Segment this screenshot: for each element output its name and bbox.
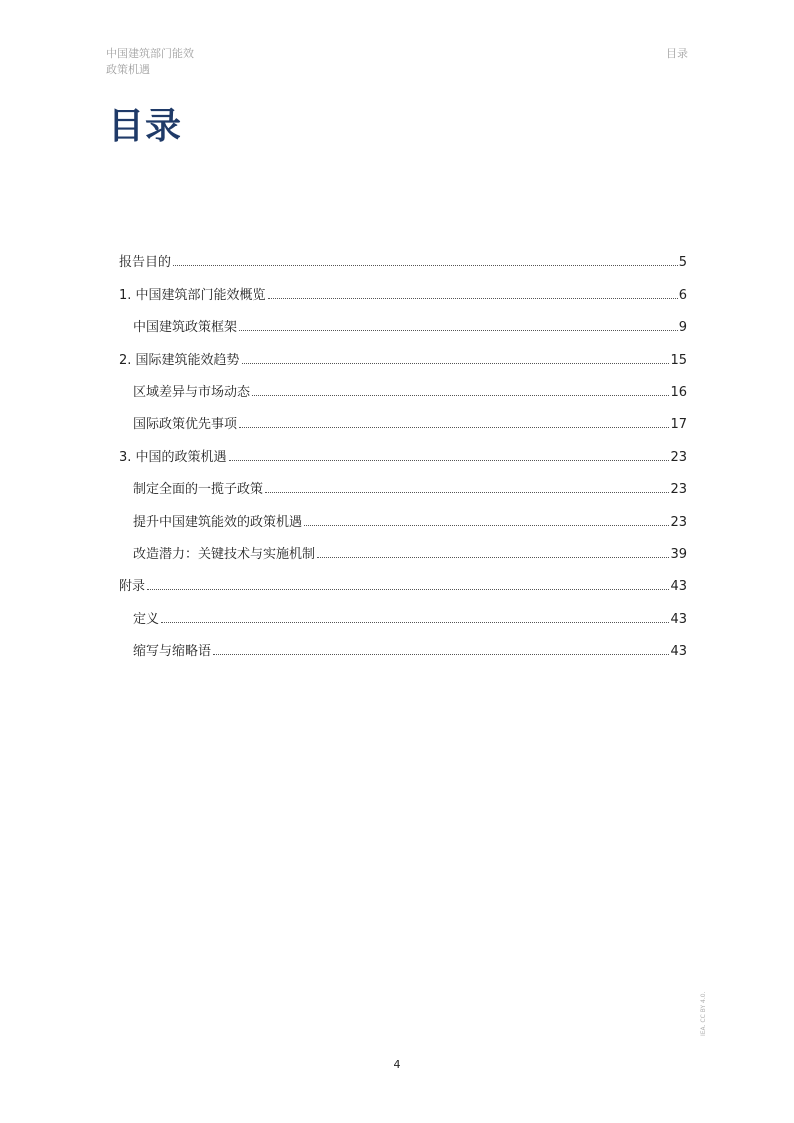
toc-leader-dots	[317, 557, 669, 558]
toc-entry[interactable]	[119, 530, 687, 562]
toc-entry-page[interactable]: 17	[670, 417, 687, 433]
toc-leader-dots	[268, 298, 678, 299]
toc-entry-page[interactable]: 6	[678, 287, 687, 303]
header-title-line2: 政策机遇	[106, 63, 150, 76]
toc-leader-dots	[242, 363, 670, 364]
toc-entry-page[interactable]: 23	[670, 449, 687, 465]
toc-entry-label[interactable]: 2. 国际建筑能效趋势	[119, 352, 240, 368]
toc-entry-page[interactable]: 43	[670, 644, 687, 660]
toc-entry[interactable]	[119, 303, 687, 335]
page-title: 目录	[108, 106, 183, 147]
toc-entry-page[interactable]: 9	[678, 320, 687, 336]
toc-entry[interactable]	[119, 335, 687, 367]
toc-leader-dots	[213, 654, 669, 655]
toc-entry-label[interactable]: 定义	[133, 611, 160, 627]
toc-entry-label[interactable]: 3. 中国的政策机遇	[119, 449, 227, 465]
toc-entry-label[interactable]: 缩写与缩略语	[133, 644, 212, 660]
toc-leader-dots	[173, 265, 678, 266]
toc-entry-label[interactable]: 报告目的	[119, 255, 172, 271]
toc-entry-label[interactable]: 国际政策优先事项	[133, 417, 238, 433]
toc-entry-label[interactable]: 改造潜力：关键技术与实施机制	[133, 546, 316, 562]
toc-entry-label[interactable]: 区域差异与市场动态	[133, 384, 251, 400]
toc-entry[interactable]	[119, 238, 687, 270]
table-of-contents	[119, 238, 687, 659]
toc-entry[interactable]	[119, 400, 687, 432]
toc-entry[interactable]	[119, 627, 687, 659]
toc-entry-label[interactable]: 1. 中国建筑部门能效概览	[119, 287, 266, 303]
toc-entry-label[interactable]: 提升中国建筑能效的政策机遇	[133, 514, 303, 530]
toc-entry-label[interactable]: 制定全面的一揽子政策	[133, 482, 264, 498]
toc-entry-label[interactable]: 附录	[119, 579, 146, 595]
toc-entry-page[interactable]: 5	[678, 255, 687, 271]
toc-leader-dots	[304, 525, 669, 526]
page-number: 4	[393, 1058, 401, 1071]
toc-entry-page[interactable]: 23	[670, 514, 687, 530]
toc-entry-page[interactable]: 16	[670, 384, 687, 400]
toc-leader-dots	[147, 589, 669, 590]
toc-entry-page[interactable]: 39	[670, 546, 687, 562]
toc-leader-dots	[265, 492, 669, 493]
toc-entry[interactable]	[119, 465, 687, 497]
toc-entry[interactable]	[119, 594, 687, 626]
toc-leader-dots	[239, 427, 669, 428]
toc-entry[interactable]	[119, 432, 687, 464]
toc-entry-page[interactable]: 43	[670, 611, 687, 627]
toc-leader-dots	[161, 622, 669, 623]
license-note: IEA. CC BY 4.0.	[700, 991, 707, 1036]
toc-entry[interactable]	[119, 562, 687, 594]
toc-leader-dots	[239, 330, 678, 331]
toc-leader-dots	[229, 460, 670, 461]
running-header-section: 目录	[666, 47, 688, 60]
toc-leader-dots	[252, 395, 669, 396]
toc-entry-page[interactable]: 23	[670, 482, 687, 498]
toc-entry[interactable]	[119, 368, 687, 400]
toc-entry[interactable]	[119, 497, 687, 529]
toc-entry-label[interactable]: 中国建筑政策框架	[133, 320, 238, 336]
toc-entry-page[interactable]: 43	[670, 579, 687, 595]
header-title-line1: 中国建筑部门能效	[106, 47, 194, 60]
toc-entry-page[interactable]: 15	[670, 352, 687, 368]
toc-entry[interactable]	[119, 270, 687, 302]
running-header-title	[106, 46, 194, 78]
